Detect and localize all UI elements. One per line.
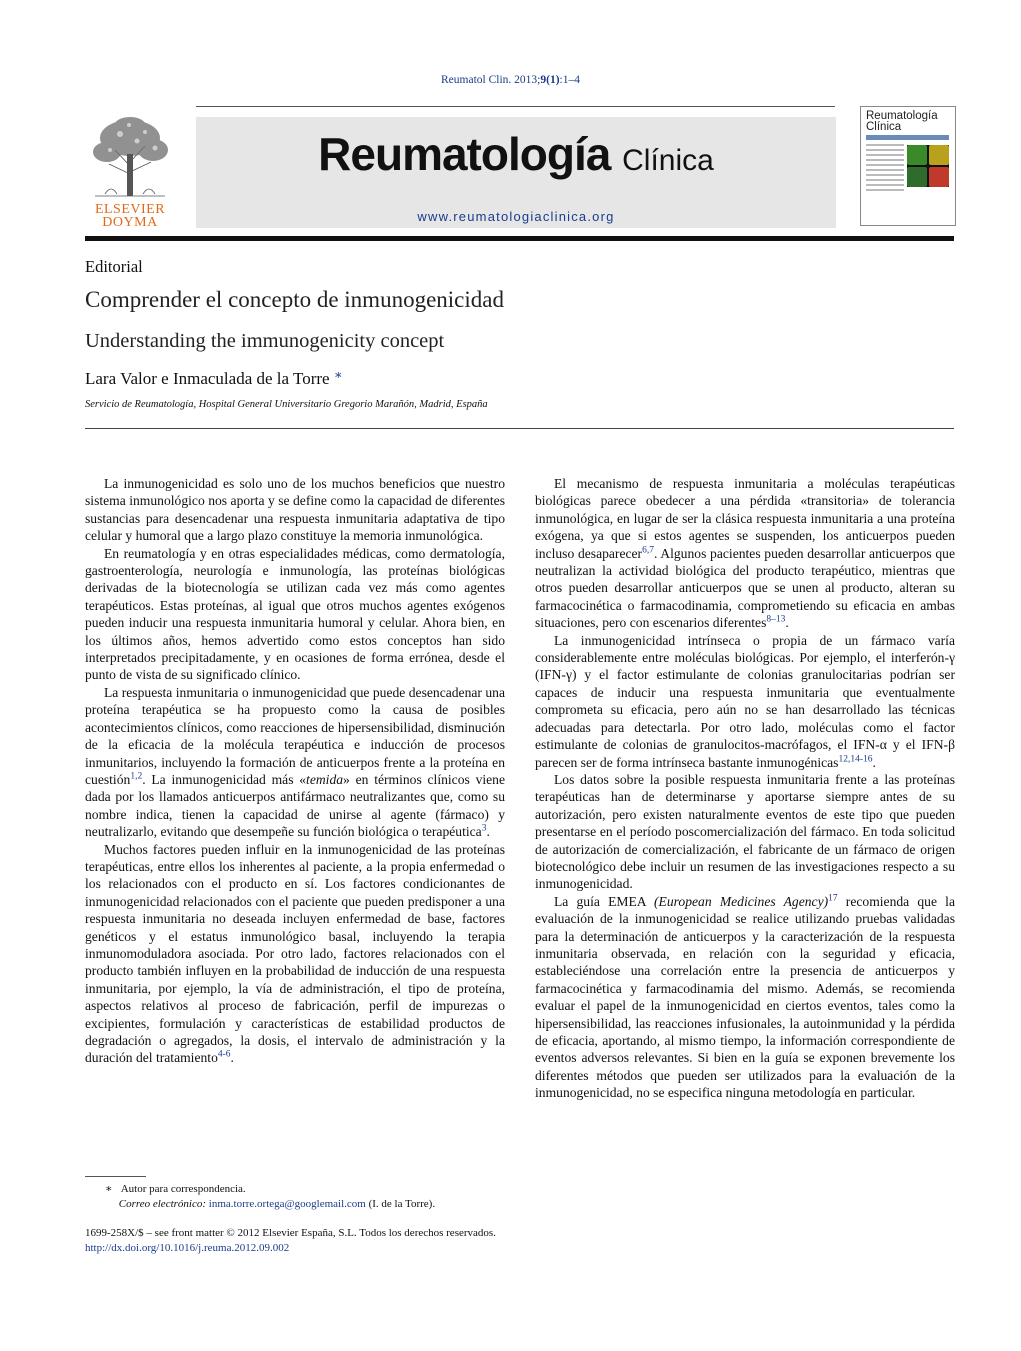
elsevier-wordmark: ELSEVIER DOYMA <box>94 202 166 230</box>
body-column-right <box>535 475 955 1102</box>
copyright-line: 1699-258X/$ – see front matter © 2012 Elsevier España, S.L. Todos los derechos reservados. <box>85 1227 496 1239</box>
footnote-rule <box>85 1176 146 1177</box>
tree-icon <box>85 114 175 198</box>
article-title-spanish: Comprender el concepto de inmunogenicidad <box>85 287 504 312</box>
reference-link[interactable]: 8–13 <box>766 614 786 625</box>
paragraph-8: La guía EMEA (European Medicines Agency)$^{17}$ recomienda que la evaluación de la inmunogenicidad se realice utilizando pruebas validadas para la determinación de anticuerpos y la caracterización de la respuesta inmunitaria observada, en relación con la seguridad y eficacia, estableciéndose una correlación entre la presencia de anticuerpos y farmacocinética y farmacodinamia del mismo. Además, se recomienda evaluar el papel de la inmunogenicidad en ciertos eventos, tales como la hipersensibilidad, las reacciones infusionales, la autoinmunidad y la pérdida de eficacia, aportando, al mismo tiempo, la información correspondiente de eventos adversos relevantes. Si bien en la guía se exponen brevemente los diferentes métodos que pueden ser utilizados para la evaluación de la inmunogenicidad, no se especifica ninguna metodología en particular. <box>535 893 955 1101</box>
reference-link[interactable]: 1,2 <box>130 771 143 782</box>
page-footer <box>85 1226 496 1256</box>
paragraph-3: La respuesta inmunitaria o inmunogenicidad que puede desencadenar una proteína terapéutica se ha propuesto como la causa de posibles acontecimientos clínicos, como reacciones de hipersensibilidad, disminución de la eficacia de la molécula terapéutica e inducción de procesos inmunitarios, incluyendo la formación de anticuerpos frente a la proteína en cuestión$^{1,2}$. La inmunogenicidad más «temida» en términos clínicos viene dada por los llamados anticuerpos antifármaco neutralizantes que, como su nombre indica, tienen la capacidad de unirse al agente (fármaco) y neutralizarlo, evitando que desempeñe su función biológica o terapéutica$^3$. <box>85 684 506 840</box>
author-email-link[interactable]: inma.torre.ortega@googlemail.com <box>208 1198 366 1210</box>
cover-image <box>907 145 949 187</box>
section-label: Editorial <box>85 257 143 276</box>
corresponding-author-link[interactable]: ∗ <box>333 367 343 382</box>
reference-link[interactable]: 4-6 <box>217 1049 231 1060</box>
journal-banner <box>196 117 836 228</box>
paragraph-4: Muchos factores pueden influir en la inmunogenicidad de las proteínas terapéuticas, entre ellos los inherentes al paciente, a la propia enfermedad o los relacionados con el producto en sí. Los factores condicionantes de inmunogenicidad relacionados con el paciente que pueden predisponer a una respuesta inmunitaria no deseada incluyen enfermedad de base, factores genéticos y el estatus inmunológico basal, incluyendo la terapia inmunomoduladora asociada. Por otro lado, factores relacionados con el producto también influyen en la probabilidad de inducción de una respuesta inmunitaria, por ejemplo, la vía de administración, el tipo de proteína, aspectos relativos al proceso de fabricación, perfil de impurezas o excipientes, formulación y características de estabilidad productos de degradación o agregados, la dosis, el intervalo de administración y la duración del tratamiento$^{4-6}$. <box>85 841 505 1066</box>
reference-link[interactable]: 12,14-16 <box>838 753 873 764</box>
paragraph-5: El mecanismo de respuesta inmunitaria a moléculas terapéuticas biológicas parece obedecer a una pérdida «transitoria» de tolerancia inmunológica, en lugar de ser la clásica respuesta inmunitaria a una proteína exógena, ya que si estos agentes se suspenden, los anticuerpos pueden incluso desaparecer$^{6,7}$. Algunos pacientes pueden desarrollar anticuerpos que neutralizan la actividad biológica del producto terapéutico, mientras que otros pueden desarrollar anticuerpos que se unen al producto, alteran su farmacocinética o farmacodinamia, comprometiendo su eficacia en ambas situaciones, pero con escenarios diferentes$^{8-13}$. <box>535 476 955 631</box>
journal-citation[interactable]: Reumatol Clin. 2013;9(1):1–4 <box>441 74 580 86</box>
header-rule <box>196 106 835 107</box>
paragraph-6: La inmunogenicidad intrínseca o propia de un fármaco varía considerablemente entre moléculas biológicas. Por ejemplo, el interferón-γ (IFN-γ) y el factor estimulante de colonias granulocitarias podrían ser capaces de inducir una respuesta inmunitaria que eventualmente comprometa su eficacia, pero aún no se han desarrollado las técnicas adecuadas para detectarla. Por otro lado, moléculas como el factor estimulante de colonias de granulocitos-macrófagos, el IFN-α y el IFN-β parecen ser de forma intrínseca bastante inmunogénicas$^{12,14-16}$. <box>535 632 955 770</box>
reference-link[interactable]: 3 <box>481 823 487 834</box>
paragraph-1: La inmunogenicidad es solo uno de los muchos beneficios que nuestro sistema inmunológico nos aporta y se define como la capacidad de diferentes sustancias para desencadenar una respuesta inmunitaria adaptativa de tipo celular y humoral que a largo plazo constituye la memoria inmunológica. <box>85 476 505 544</box>
article-header-rule <box>85 428 954 429</box>
cover-title: Reumatología Clínica <box>866 110 938 133</box>
footnote <box>85 1182 515 1212</box>
journal-title: Reumatología Clínica <box>318 128 714 180</box>
authors: Lara Valor e Inmaculada de la Torre ∗ <box>85 367 343 388</box>
journal-url-link[interactable]: www.reumatologiaclinica.org <box>417 209 615 224</box>
reference-link[interactable]: 17 <box>828 893 838 904</box>
article-title-english: Understanding the immunogenicity concept <box>85 330 445 352</box>
elsevier-logo <box>85 114 175 228</box>
footnote-line-2: Correo electrónico: inma.torre.ortega@googlemail.com (I. de la Torre). <box>118 1198 436 1210</box>
cover-text-lines <box>866 144 904 194</box>
cover-band <box>866 135 949 140</box>
header-thick-rule <box>85 236 954 241</box>
reference-link[interactable]: 6,7 <box>642 545 654 556</box>
affiliation: Servicio de Reumatología, Hospital General Universitario Gregorio Marañón, Madrid, España <box>85 399 488 410</box>
footnote-line-1: ∗ Autor para correspondencia. <box>105 1183 246 1195</box>
body-column-left <box>85 475 505 1067</box>
doi-link[interactable]: http://dx.doi.org/10.1016/j.reuma.2012.09.002 <box>85 1242 290 1254</box>
paragraph-7: Los datos sobre la posible respuesta inmunitaria frente a las proteínas terapéuticas han de determinarse y aportarse siempre antes de su autorización, pero existen naturalmente eventos de este tipo que pueden presentarse en el período poscomercialización del fármaco. En toda solicitud de autorización de comercialización, el fabricante de un fármaco de origen biotecnológico debe incluir un resumen de las investigaciones respecto a su inmunogenicidad. <box>535 771 955 892</box>
paragraph-2: En reumatología y en otras especialidades médicas, como dermatología, gastroenterología, neurología e inmunología, las proteínas biológicas derivadas de la biotecnología se utilizan cada vez más como agentes terapéuticos. Estas proteínas, al igual que otros muchos agentes exógenos pueden inducir una respuesta inmunitaria humoral y celular. Ahora bien, en los últimos años, hemos advertido como estos conceptos han sido interpretados precipitadamente, y en ocasiones de forma errónea, desde el punto de vista de su significado clínico. <box>85 545 505 683</box>
journal-cover-thumbnail <box>860 106 956 226</box>
